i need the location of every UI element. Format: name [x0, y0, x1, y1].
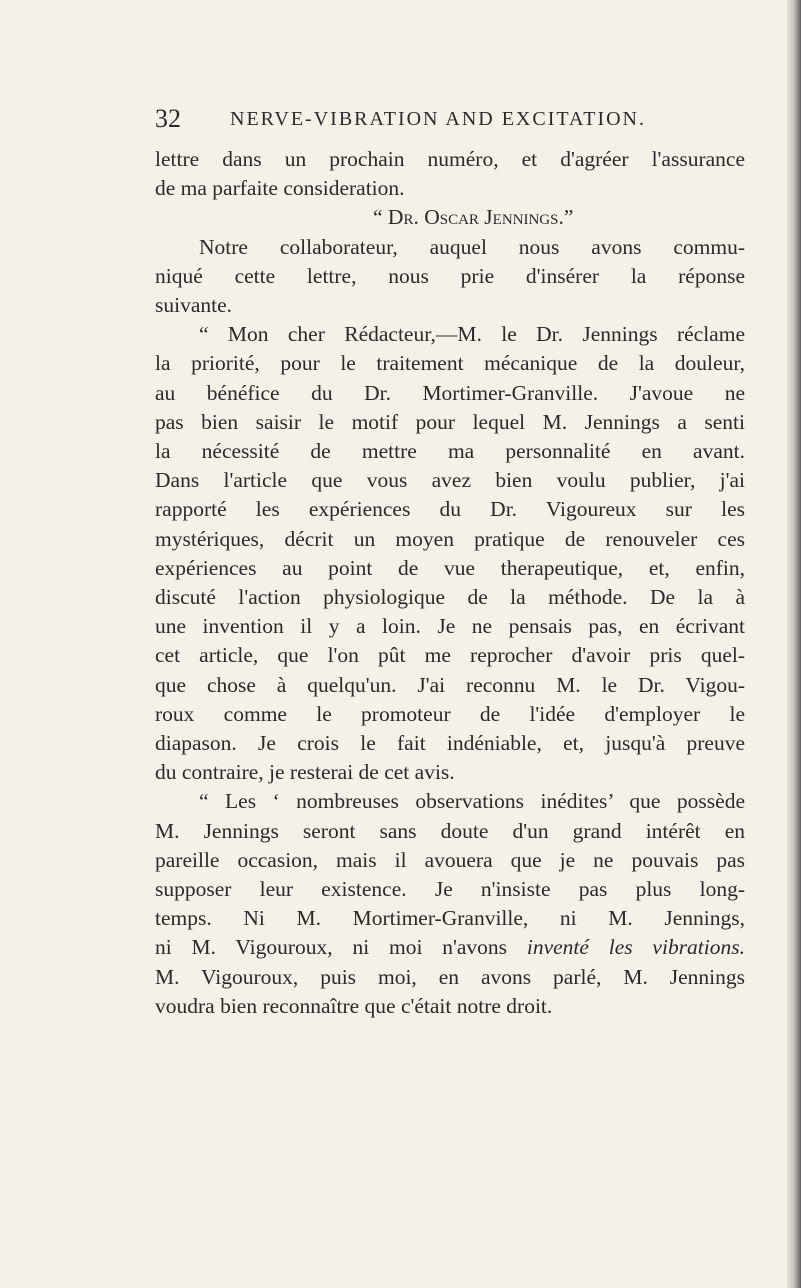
text-line: expériences au point de vue therapeutique, et, enfin,	[155, 555, 745, 580]
text-line: “ Mon cher Rédacteur,—M. le Dr. Jennings réclame	[199, 322, 745, 347]
text-line: du contraire, je resterai de cet avis.	[155, 760, 455, 785]
page-number: 32	[155, 104, 181, 133]
text-line: au bénéfice du Dr. Mortimer-Granville. J'avoue ne	[155, 380, 745, 405]
signature-line: “ Dr. Oscar Jennings.”	[373, 205, 574, 230]
text-line: Dans l'article que vous avez bien voulu publier, j'ai	[155, 468, 745, 493]
text-line: cet article, que l'on pût me reprocher d'avoir pris quel-	[155, 643, 745, 668]
text-line: une invention il y a loin. Je ne pensais pas, en écrivant	[155, 614, 745, 639]
text-line: suivante.	[155, 293, 233, 318]
text-line: roux comme le promoteur de l'idée d'employer le	[155, 701, 745, 726]
text-line: “ Les ‘ nombreuses observations inédites’ que possède	[199, 789, 745, 814]
text-line: supposer leur existence. Je n'insiste pas plus long-	[155, 877, 745, 902]
text-line: pareille occasion, mais il avouera que je ne pouvais pas	[155, 847, 745, 872]
text-line: que chose à quelqu'un. J'ai reconnu M. le Dr. Vigou-	[155, 672, 745, 697]
text-line: M. Jennings seront sans doute d'un grand intérêt en	[155, 818, 745, 843]
text-line: la nécessité de mettre ma personnalité en avant.	[155, 439, 745, 464]
italic-phrase: inventé les vibrations.	[526, 935, 745, 960]
text-run: ni M. Vigouroux, ni moi n'avons	[155, 935, 527, 960]
text-line: la priorité, pour le traitement mécanique de la douleur,	[155, 351, 745, 376]
text-line	[155, 933, 745, 962]
text-line: M. Vigouroux, puis moi, en avons parlé, M. Jennings	[155, 964, 745, 989]
text-line: mystériques, décrit un moyen pratique de renouveler ces	[155, 526, 745, 551]
text-line: pas bien saisir le motif pour lequel M. Jennings a senti	[155, 409, 745, 434]
text-line: lettre dans un prochain numéro, et d'agréer l'assurance	[155, 147, 745, 171]
text-line: temps. Ni M. Mortimer-Granville, ni M. Jennings,	[155, 906, 745, 931]
text-line: Notre collaborateur, auquel nous avons commu-	[199, 234, 745, 259]
text-line: de ma parfaite consideration.	[155, 176, 405, 201]
text-line: diapason. Je crois le fait indéniable, et, jusqu'à preuve	[155, 731, 745, 756]
page-edge-shadow	[787, 0, 801, 1288]
page-body	[155, 145, 745, 1021]
text-line: voudra bien reconnaître que c'était notre droit.	[155, 993, 553, 1018]
text-line: niqué cette lettre, nous prie d'insérer la réponse	[155, 263, 745, 288]
text-line: discuté l'action physiologique de la méthode. De la à	[155, 585, 745, 610]
text-line: rapporté les expériences du Dr. Vigoureux sur les	[155, 497, 745, 522]
running-head: NERVE-VIBRATION AND EXCITATION.	[230, 108, 646, 130]
